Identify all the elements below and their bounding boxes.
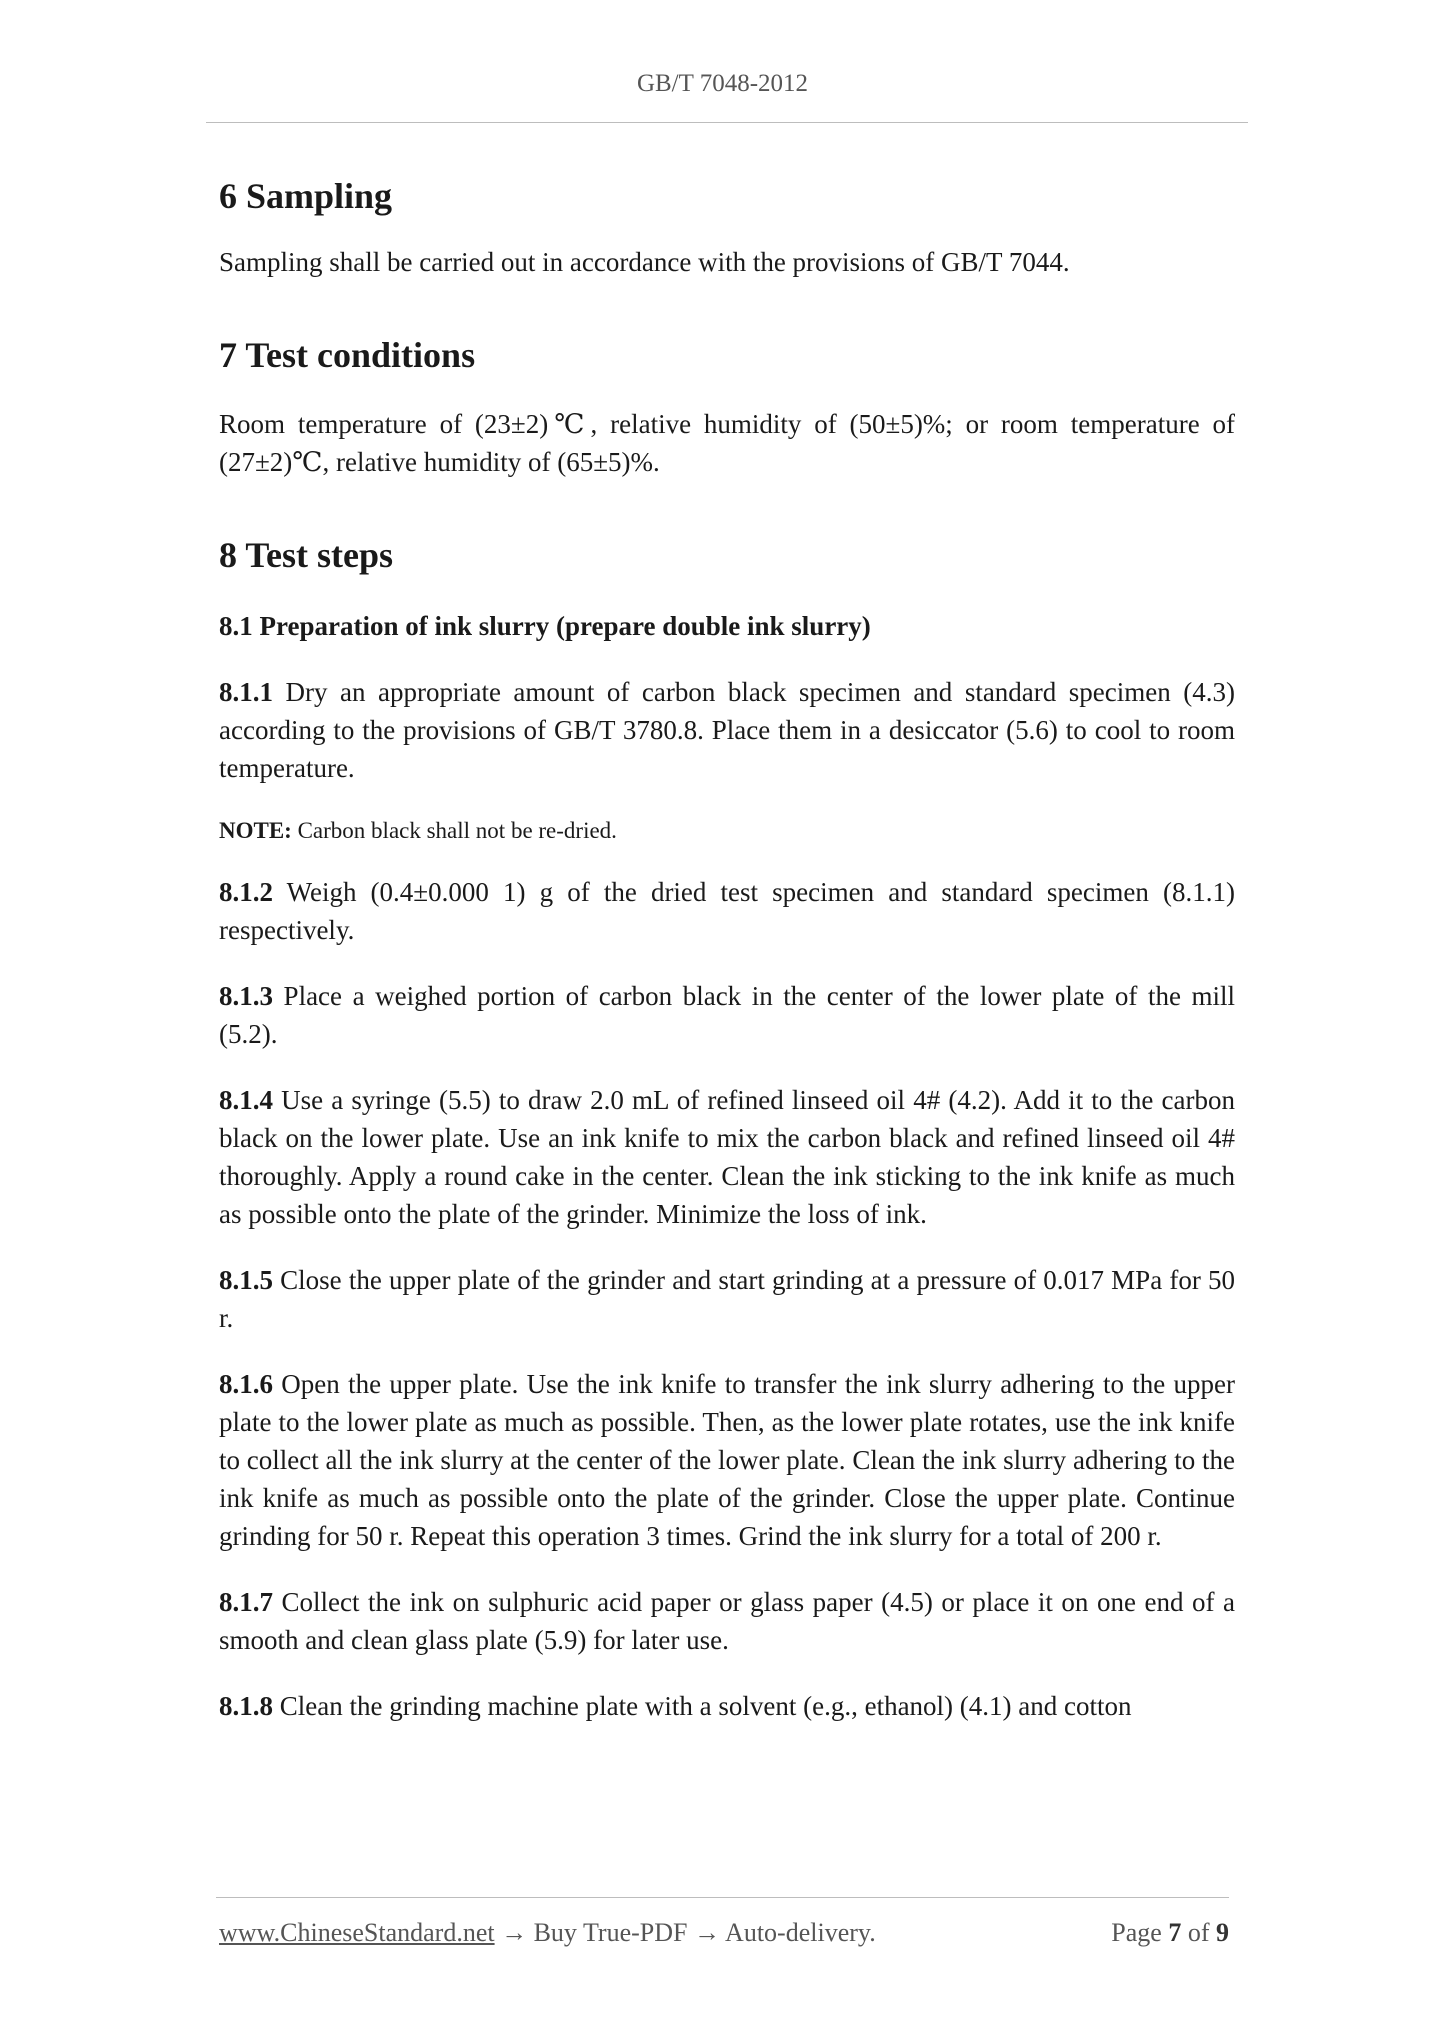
- document-body: [219, 166, 1235, 1725]
- section-7-heading: 7 Test conditions: [219, 335, 476, 375]
- clause-number: 8.1.5: [219, 1265, 273, 1295]
- clause-text: Open the upper plate. Use the ink knife to transfer the ink slurry adhering to the upper plate to the lower plate as much as possible. Then, as the lower plate rotates, use the ink knife to collect all the ink slurry at the center of the lower plate. Clean the ink slurry adhering to the ink knife as much as possible onto the plate of the grinder. Close the upper plate. Continue grinding for 50 r. Repeat this operation 3 times. Grind the ink slurry for a total of 200 r.: [219, 1369, 1235, 1551]
- paragraph-8-1-7: [219, 1583, 1235, 1659]
- clause-text: Dry an appropriate amount of carbon black specimen and standard specimen (4.3) according to the provisions of GB/T 3780.8. Place them in a desiccator (5.6) to cool to room temperature.: [219, 677, 1235, 783]
- clause-text: Collect the ink on sulphuric acid paper or glass paper (4.5) or place it on one end of a smooth and clean glass plate (5.9) for later use.: [219, 1587, 1235, 1655]
- paragraph-8-1-4: [219, 1081, 1235, 1233]
- footer-divider: [216, 1897, 1229, 1898]
- note-label: NOTE:: [219, 818, 292, 843]
- section-6-heading: 6 Sampling: [219, 176, 393, 216]
- promo-text: → Buy True-PDF → Auto-delivery.: [494, 1918, 876, 1947]
- page-total: 9: [1216, 1918, 1229, 1947]
- clause-text: Clean the grinding machine plate with a solvent (e.g., ethanol) (4.1) and cotton: [273, 1691, 1132, 1721]
- page-label: Page: [1111, 1918, 1162, 1947]
- section-7-text: Room temperature of (23±2)℃, relative humidity of (50±5)%; or room temperature of (27±2)℃, relative humidity of (65±5)%.: [219, 409, 1235, 477]
- header-divider: [206, 122, 1248, 123]
- paragraph-8-1-5: [219, 1261, 1235, 1337]
- paragraph-8-1-8: [219, 1687, 1235, 1725]
- note: [219, 815, 1235, 847]
- subsection-8-1-heading: 8.1 Preparation of ink slurry (prepare double ink slurry): [219, 611, 871, 641]
- note-text: Carbon black shall not be re-dried.: [291, 818, 617, 843]
- paragraph-8-1-1: [219, 673, 1235, 787]
- page-header: GB/T 7048-2012: [636, 70, 809, 97]
- clause-number: 8.1.4: [219, 1085, 273, 1115]
- clause-text: Weigh (0.4±0.000 1) g of the dried test specimen and standard specimen (8.1.1) respectively.: [219, 877, 1235, 945]
- clause-number: 8.1.6: [219, 1369, 273, 1399]
- paragraph-8-1-6: [219, 1365, 1235, 1555]
- clause-text: Place a weighed portion of carbon black in the center of the lower plate of the mill (5.2).: [219, 981, 1235, 1049]
- clause-number: 8.1.3: [219, 981, 273, 1011]
- footer-promo: [219, 1918, 876, 1948]
- clause-number: 8.1.2: [219, 877, 273, 907]
- section-8-heading: 8 Test steps: [219, 535, 394, 575]
- clause-text: Use a syringe (5.5) to draw 2.0 mL of refined linseed oil 4# (4.2). Add it to the carbon black on the lower plate. Use an ink knife to mix the carbon black and refined linseed oil 4# thoroughly. Apply a round cake in the center. Clean the ink sticking to the ink knife as much as possible onto the plate of the grinder. Minimize the loss of ink.: [219, 1085, 1235, 1229]
- clause-number: 8.1.7: [219, 1587, 273, 1617]
- page-current: 7: [1168, 1918, 1182, 1947]
- page-footer: [219, 1918, 1229, 1948]
- page-of-label: of: [1187, 1918, 1210, 1947]
- section-6-text: Sampling shall be carried out in accordance with the provisions of GB/T 7044.: [219, 247, 1070, 277]
- clause-text: Close the upper plate of the grinder and start grinding at a pressure of 0.017 MPa for 50 r.: [219, 1265, 1235, 1333]
- clause-number: 8.1.8: [219, 1691, 273, 1721]
- paragraph-8-1-3: [219, 977, 1235, 1053]
- paragraph-8-1-2: [219, 873, 1235, 949]
- clause-number: 8.1.1: [219, 677, 273, 707]
- website-link[interactable]: www.ChineseStandard.net: [219, 1918, 495, 1947]
- page-indicator: [1111, 1918, 1229, 1948]
